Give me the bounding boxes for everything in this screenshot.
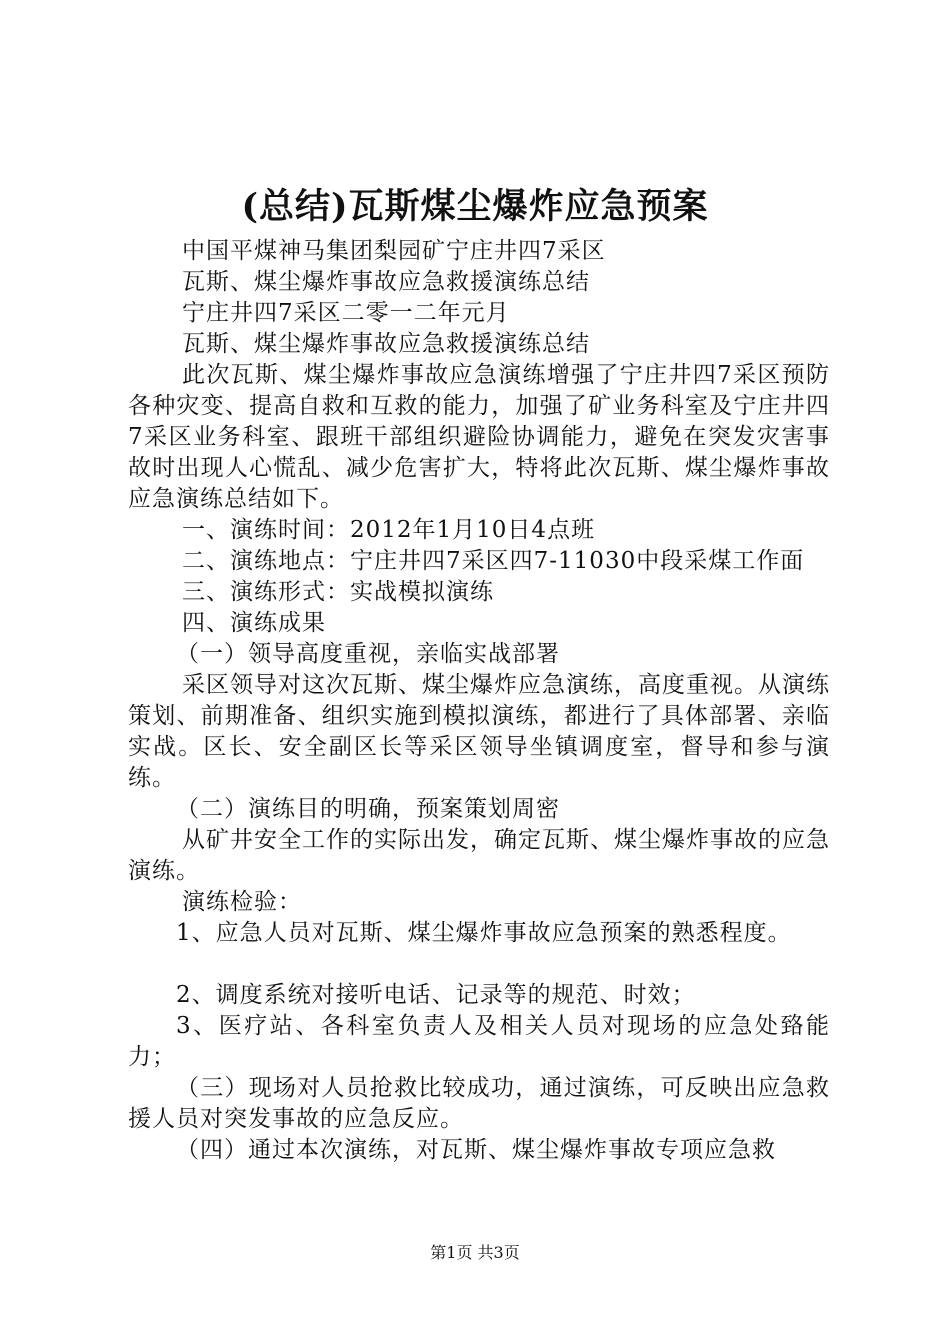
document-title: (总结)瓦斯煤尘爆炸应急预案 [241, 186, 709, 227]
drill-check-item-2: 2、调度系统对接听电话、记录等的规范、时效； [176, 982, 696, 1008]
report-title-line: 瓦斯、煤尘爆炸事故应急救援演练总结 [182, 269, 590, 295]
subsection-1-heading: （一）领导高度重视，亲临实战部署 [176, 641, 560, 667]
section-drill-results: 四、演练成果 [182, 610, 326, 636]
section-drill-time: 一、演练时间：2012年1月10日4点班 [182, 517, 596, 543]
subsection-2-paragraph: 从矿井安全工作的实际出发，确定瓦斯、煤尘爆炸事故的应急演练。 [128, 827, 830, 884]
intro-paragraph: 此次瓦斯、煤尘爆炸事故应急演练增强了宁庄井四7采区预防各种灾变、提高自救和互救的能力，加强了矿业务科室及宁庄井四7采区业务科室、跟班干部组织避险协调能力，避免在突发灾害事故时出现人心慌乱、减少危害扩大，特将此次瓦斯、煤尘爆炸事故应急演练总结如下。 [128, 362, 830, 512]
section-drill-location: 二、演练地点：宁庄井四7采区四7-11030中段采煤工作面 [182, 548, 805, 574]
blank-line [128, 949, 830, 980]
section-drill-form: 三、演练形式：实战模拟演练 [182, 579, 494, 605]
subsection-2-heading: （二）演练目的明确，预案策划周密 [176, 796, 560, 822]
drill-check-item-3: 3、医疗站、各科室负责人及相关人员对现场的应急处臵能力； [128, 1013, 830, 1070]
subsection-1-paragraph: 采区领导对这次瓦斯、煤尘爆炸应急演练，高度重视。从演练策划、前期准备、组织实施到模拟演练，都进行了具体部署、亲临实战。区长、安全副区长等采区领导坐镇调度室，督导和参与演练。 [128, 672, 830, 791]
document-body [128, 236, 830, 1166]
page-footer: 第1页 共3页 [430, 1243, 520, 1262]
subsection-4-paragraph: （四）通过本次演练，对瓦斯、煤尘爆炸事故专项应急救 [176, 1137, 776, 1163]
report-title-line-repeat: 瓦斯、煤尘爆炸事故应急救援演练总结 [182, 331, 590, 357]
subsection-3-paragraph: （三）现场对人员抢救比较成功，通过演练，可反映出应急救援人员对突发事故的应急反应。 [128, 1075, 830, 1132]
date-line: 宁庄井四7采区二零一二年元月 [182, 300, 510, 326]
drill-check-item-1: 1、应急人员对瓦斯、煤尘爆炸事故应急预案的熟悉程度。 [176, 920, 792, 946]
org-line: 中国平煤神马集团梨园矿宁庄井四7采区 [182, 238, 606, 264]
drill-check-heading: 演练检验： [182, 889, 302, 915]
